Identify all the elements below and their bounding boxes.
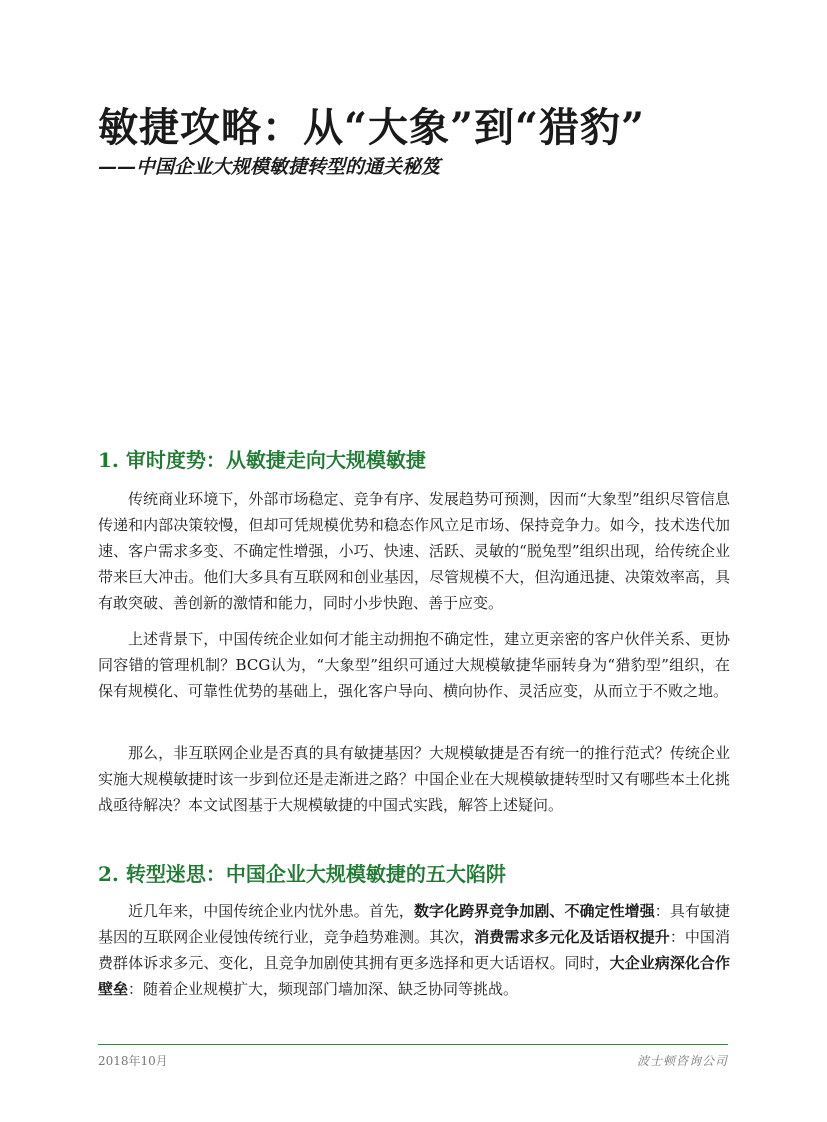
highlight-digital-competition: 数字化跨界竞争加剧、不确定性增强 <box>413 902 655 920</box>
document-title: 敏捷攻略：从“大象”到“猎豹” <box>98 104 646 151</box>
footer-company: 波士顿咨询公司 <box>636 1054 728 1068</box>
footer-date: 2018年10月 <box>98 1054 168 1068</box>
section-1-paragraph-3: 那么，非互联网企业是否真的具有敏捷基因？大规模敏捷是否有统一的推行范式？传统企业实施大规模敏捷时该一步到位还是走渐进之路？中国企业在大规模敏捷转型时又有哪些本土化挑战亟待解决？本文试图基于大规模敏捷的中国式实践，解答上述疑问。 <box>98 744 730 814</box>
document-subtitle: ——中国企业大规模敏捷转型的通关秘笈 <box>98 156 441 178</box>
section-2-paragraph-1 <box>98 898 730 1002</box>
section-2-heading: 2. 转型迷思：中国企业大规模敏捷的五大陷阱 <box>98 862 506 886</box>
para-text: ：随着企业规模扩大，频现部门墙加深、缺乏协同等挑战。 <box>128 980 519 998</box>
para-text: 近几年来，中国传统企业内忧外患。首先， <box>128 902 414 920</box>
para-text: ：具有敏捷基因的互联网企业侵蚀传统行业，竞争趋势难测。其次， <box>98 902 730 946</box>
section-1-paragraph-1: 传统商业环境下，外部市场稳定、竞争有序、发展趋势可预测，因而“大象型”组织尽管信息传递和内部决策较慢，但却可凭规模优势和稳态作风立足市场、保持竞争力。如今，技术迭代加速、客户需求多变、不确定性增强，小巧、快速、活跃、灵敏的“脱兔型”组织出现，给传统企业带来巨大冲击。他们大多具有互联网和创业基因，尽管规模不大，但沟通迅捷、决策效率高，具有敢突破、善创新的激情和能力，同时小步快跑、善于应变。 <box>98 490 730 612</box>
section-1-heading: 1. 审时度势：从敏捷走向大规模敏捷 <box>98 448 426 472</box>
footer-divider <box>98 1044 728 1045</box>
section-1-paragraph-2: 上述背景下，中国传统企业如何才能主动拥抱不确定性，建立更亲密的客户伙伴关系、更协同容错的管理机制？BCG认为，“大象型”组织可通过大规模敏捷华丽转身为“猎豹型”组织，在保有规模化、可靠性优势的基础上，强化客户导向、横向协作、灵活应变，从而立于不败之地。 <box>98 630 730 700</box>
para-text: ：中国消费群体诉求多元、变化，且竞争加剧使其拥有更多选择和更大话语权。同时， <box>98 928 730 972</box>
highlight-consumer-demand: 消费需求多元化及话语权提升 <box>474 928 670 946</box>
highlight-big-company-disease: 大企业病深化合作壁垒 <box>98 954 730 998</box>
